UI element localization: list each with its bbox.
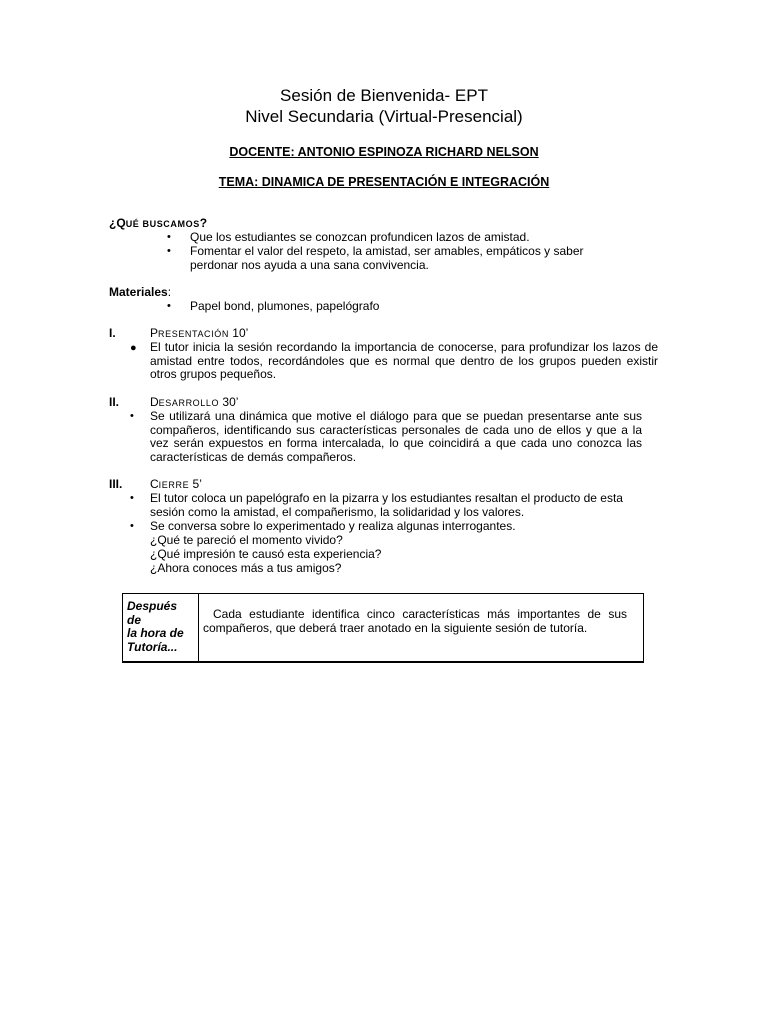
docente-line xyxy=(0,145,768,159)
heading-initial: C xyxy=(150,477,159,491)
materiales-item: Papel bond, plumones, papelógrafo xyxy=(190,299,380,313)
question-item: ¿Qué te pareció el momento vivido? xyxy=(150,533,343,547)
que-buscamos-heading xyxy=(109,216,207,230)
objective-item: Que los estudiantes se conozcan profundicen lazos de amistad. xyxy=(190,230,530,244)
heading-rest: IERRE xyxy=(158,480,190,490)
section-numeral: I. xyxy=(109,326,116,340)
heading-time: 5’ xyxy=(189,477,202,491)
heading-time: 10’ xyxy=(228,326,249,340)
bullet-icon: • xyxy=(167,300,171,312)
que-buscamos-close: ? xyxy=(199,216,208,230)
bullet-icon: ● xyxy=(130,342,137,354)
after-session-box xyxy=(122,593,644,663)
label-line: Tutoría... xyxy=(127,639,178,654)
objective-item: Fomentar el valor del respeto, la amistad, ser amables, empáticos y saber perdonar nos ayuda a una sana convivencia. xyxy=(190,244,584,272)
heading-time: 30’ xyxy=(219,395,239,409)
docente-text: DOCENTE: ANTONIO ESPINOZA RICHARD NELSON xyxy=(229,145,539,159)
materiales-label: Materiales xyxy=(109,285,168,299)
heading-initial: D xyxy=(150,395,159,409)
bullet-icon: • xyxy=(130,410,134,422)
heading-initial: P xyxy=(150,326,159,340)
section-item: Se conversa sobre lo experimentado y realiza algunas interrogantes. xyxy=(150,519,516,533)
section-item: El tutor coloca un papelógrafo en la pizarra y los estudiantes resaltan el producto de esta sesión como la amistad, el compañerismo, la solidaridad y los valores. xyxy=(150,491,623,519)
que-buscamos-rest: UÉ BUSCAMOS xyxy=(125,219,200,229)
question-item: ¿Ahora conoces más a tus amigos? xyxy=(150,561,342,575)
after-session-label xyxy=(123,594,199,661)
after-session-text: Cada estudiante identifica cinco características más importantes de sus compañeros, que deberá traer anotado en la siguiente sesión de tutoría. xyxy=(203,607,627,635)
bullet-icon: • xyxy=(167,245,171,257)
label-line: de xyxy=(127,612,142,627)
document-title-line1: Sesión de Bienvenida- EPT xyxy=(280,86,488,105)
materiales-colon: : xyxy=(167,285,172,299)
label-line: la hora de xyxy=(127,626,184,640)
question-item: ¿Qué impresión te causó esta experiencia? xyxy=(150,547,382,561)
que-buscamos-initial: Q xyxy=(116,216,126,230)
section-item: El tutor inicia la sesión recordando la importancia de conocerse, para profundizar los lazos de amistad entre todos, recordándoles que es normal que dentro de los grupos pueden existir otros grupos pequeños. xyxy=(150,340,658,382)
tema-line xyxy=(0,175,768,189)
heading-rest: RESENTACIÓN xyxy=(158,329,229,339)
bullet-icon: • xyxy=(130,492,134,504)
section-numeral: II. xyxy=(109,395,120,409)
materiales-heading xyxy=(109,286,171,300)
bullet-icon: • xyxy=(130,520,134,532)
section-numeral: III. xyxy=(109,477,123,491)
heading-rest: ESARROLLO xyxy=(158,398,220,408)
section-item: Se utilizará una dinámica que motive el diálogo para que se puedan presentarse ante sus compañeros, identificando sus características personales de cada uno de ellos y que a la vez serán expuestos en forma intercalada, lo que coincidirá a que cada uno conozca las características de demás compañeros. xyxy=(150,409,642,464)
label-line: Después xyxy=(127,599,178,613)
tema-text: TEMA: DINAMICA DE PRESENTACIÓN E INTEGRACIÓN xyxy=(218,175,550,189)
document-title-line2: Nivel Secundaria (Virtual-Presencial) xyxy=(245,107,523,126)
bullet-icon: • xyxy=(167,231,171,243)
que-buscamos-open: ¿ xyxy=(109,216,117,230)
